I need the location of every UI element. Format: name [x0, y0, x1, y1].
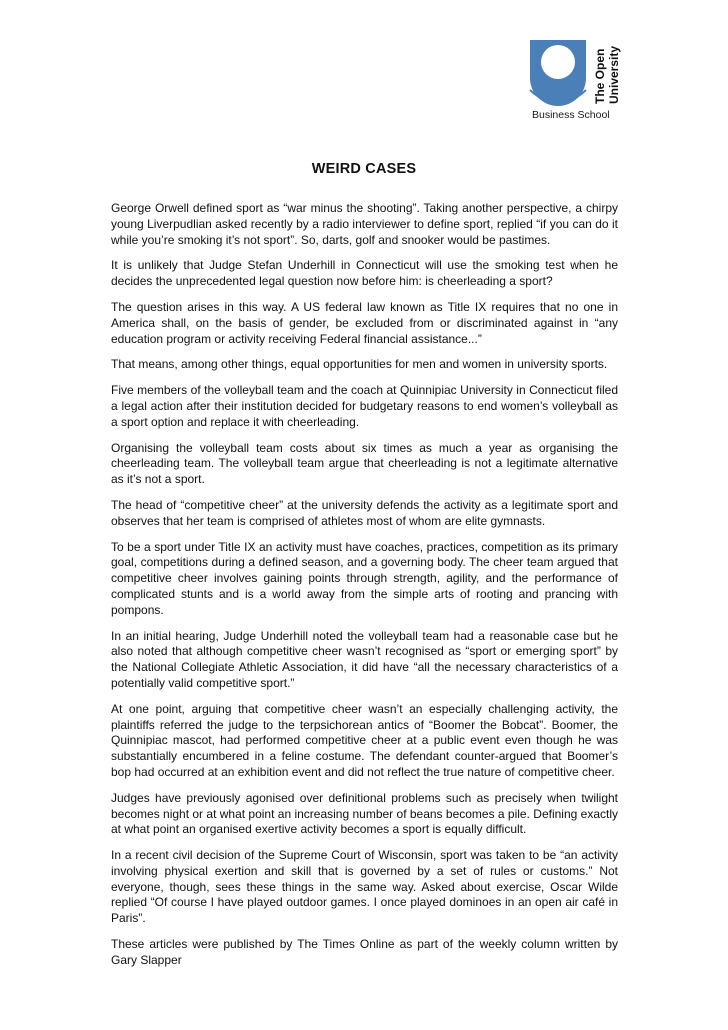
svg-text:University: University: [607, 45, 621, 104]
paragraph: In an initial hearing, Judge Underhill noted the volleyball team had a reasonable case but he also noted that although competitive cheer wasn’t recognised as “sport or emerging sport” by the National Collegiate Athletic Association, it did have “all the necessary characteristics of a potentially valid competitive sport.”: [111, 628, 618, 690]
paragraph: Five members of the volleyball team and the coach at Quinnipiac University in Connecticut filed a legal action after their institution decided for budgetary reasons to end women’s volleyball as a sport option and replace it with cheerleading.: [111, 383, 618, 429]
paragraph: The head of “competitive cheer” at the university defends the activity as a legitimate sport and observes that her team is comprised of athletes most of whom are elite gymnasts.: [111, 497, 618, 528]
page-title: WEIRD CASES: [311, 161, 417, 177]
paragraph: Judges have previously agonised over definitional problems such as precisely when twilight becomes night or at what point an increasing number of beans becomes a pile. Defining exactly at what point an organised exertive activity becomes a sport is equally difficult.: [111, 790, 618, 837]
paragraph: These articles were published by The Times Online as part of the weekly column written by Gary Slapper: [111, 937, 618, 967]
paragraph: To be a sport under Title IX an activity must have coaches, practices, competition as its primary goal, competitions during a defined season, and a governing body. The cheer team argued that competitive cheer involves gaining points through strength, agility, and the performance of complicated stunts and is a world away from the simple arts of rooting and prancing with pompons.: [111, 539, 618, 617]
paragraph: At one point, arguing that competitive cheer wasn’t an especially challenging activity, the plaintiffs referred the judge to the terpsichorean antics of “Boomer the Bobcat”. Boomer, the Quinnipiac mascot, had performed competitive cheer at a public event even though he was substantially encumbered in a feline costume. The defendant counter-argued that Boomer’s bop had occurred at an exhibition event and did not reflect the true nature of competitive cheer.: [111, 701, 618, 779]
svg-text:The Open: The Open: [593, 48, 607, 104]
paragraph: George Orwell defined sport as “war minus the shooting”. Taking another perspective, a chirpy young Liverpudlian asked recently by a radio interviewer to define sport, replied “if you can do it while you’re smoking it’s not sport”. So, darts, golf and snooker would be pastimes.: [111, 201, 618, 247]
business-school-label: Business School: [532, 109, 610, 121]
paragraph: That means, among other things, equal opportunities for men and women in university sports.: [111, 357, 608, 372]
paragraph: The question arises in this way. A US federal law known as Title IX requires that no one in America shall, on the basis of gender, be excluded from or discriminated against in “any education program or activity receiving Federal financial assistance...”: [111, 299, 618, 346]
paragraph: In a recent civil decision of the Supreme Court of Wisconsin, sport was taken to be “an activity involving physical exertion and skill that is governed by a set of rules or customs.” Not everyone, though, sees these things in the same way. Asked about exercise, Oscar Wilde replied “Of course I have played outdoor games. I once played dominoes in an open air café in Paris”.: [111, 848, 618, 926]
paragraph: It is unlikely that Judge Stefan Underhill in Connecticut will use the smoking test when he decides the unprecedented legal question now before him: is cheerleading a sport?: [111, 258, 618, 289]
open-university-shield-icon: [528, 38, 588, 106]
open-university-logo: [528, 38, 628, 128]
university-wordmark: [590, 40, 622, 106]
article-body: [111, 201, 618, 979]
paragraph: Organising the volleyball team costs about six times as much a year as organising the cheerleading team. The volleyball team argue that cheerleading is not a legitimate alternative as it’s not a sport.: [111, 440, 618, 487]
